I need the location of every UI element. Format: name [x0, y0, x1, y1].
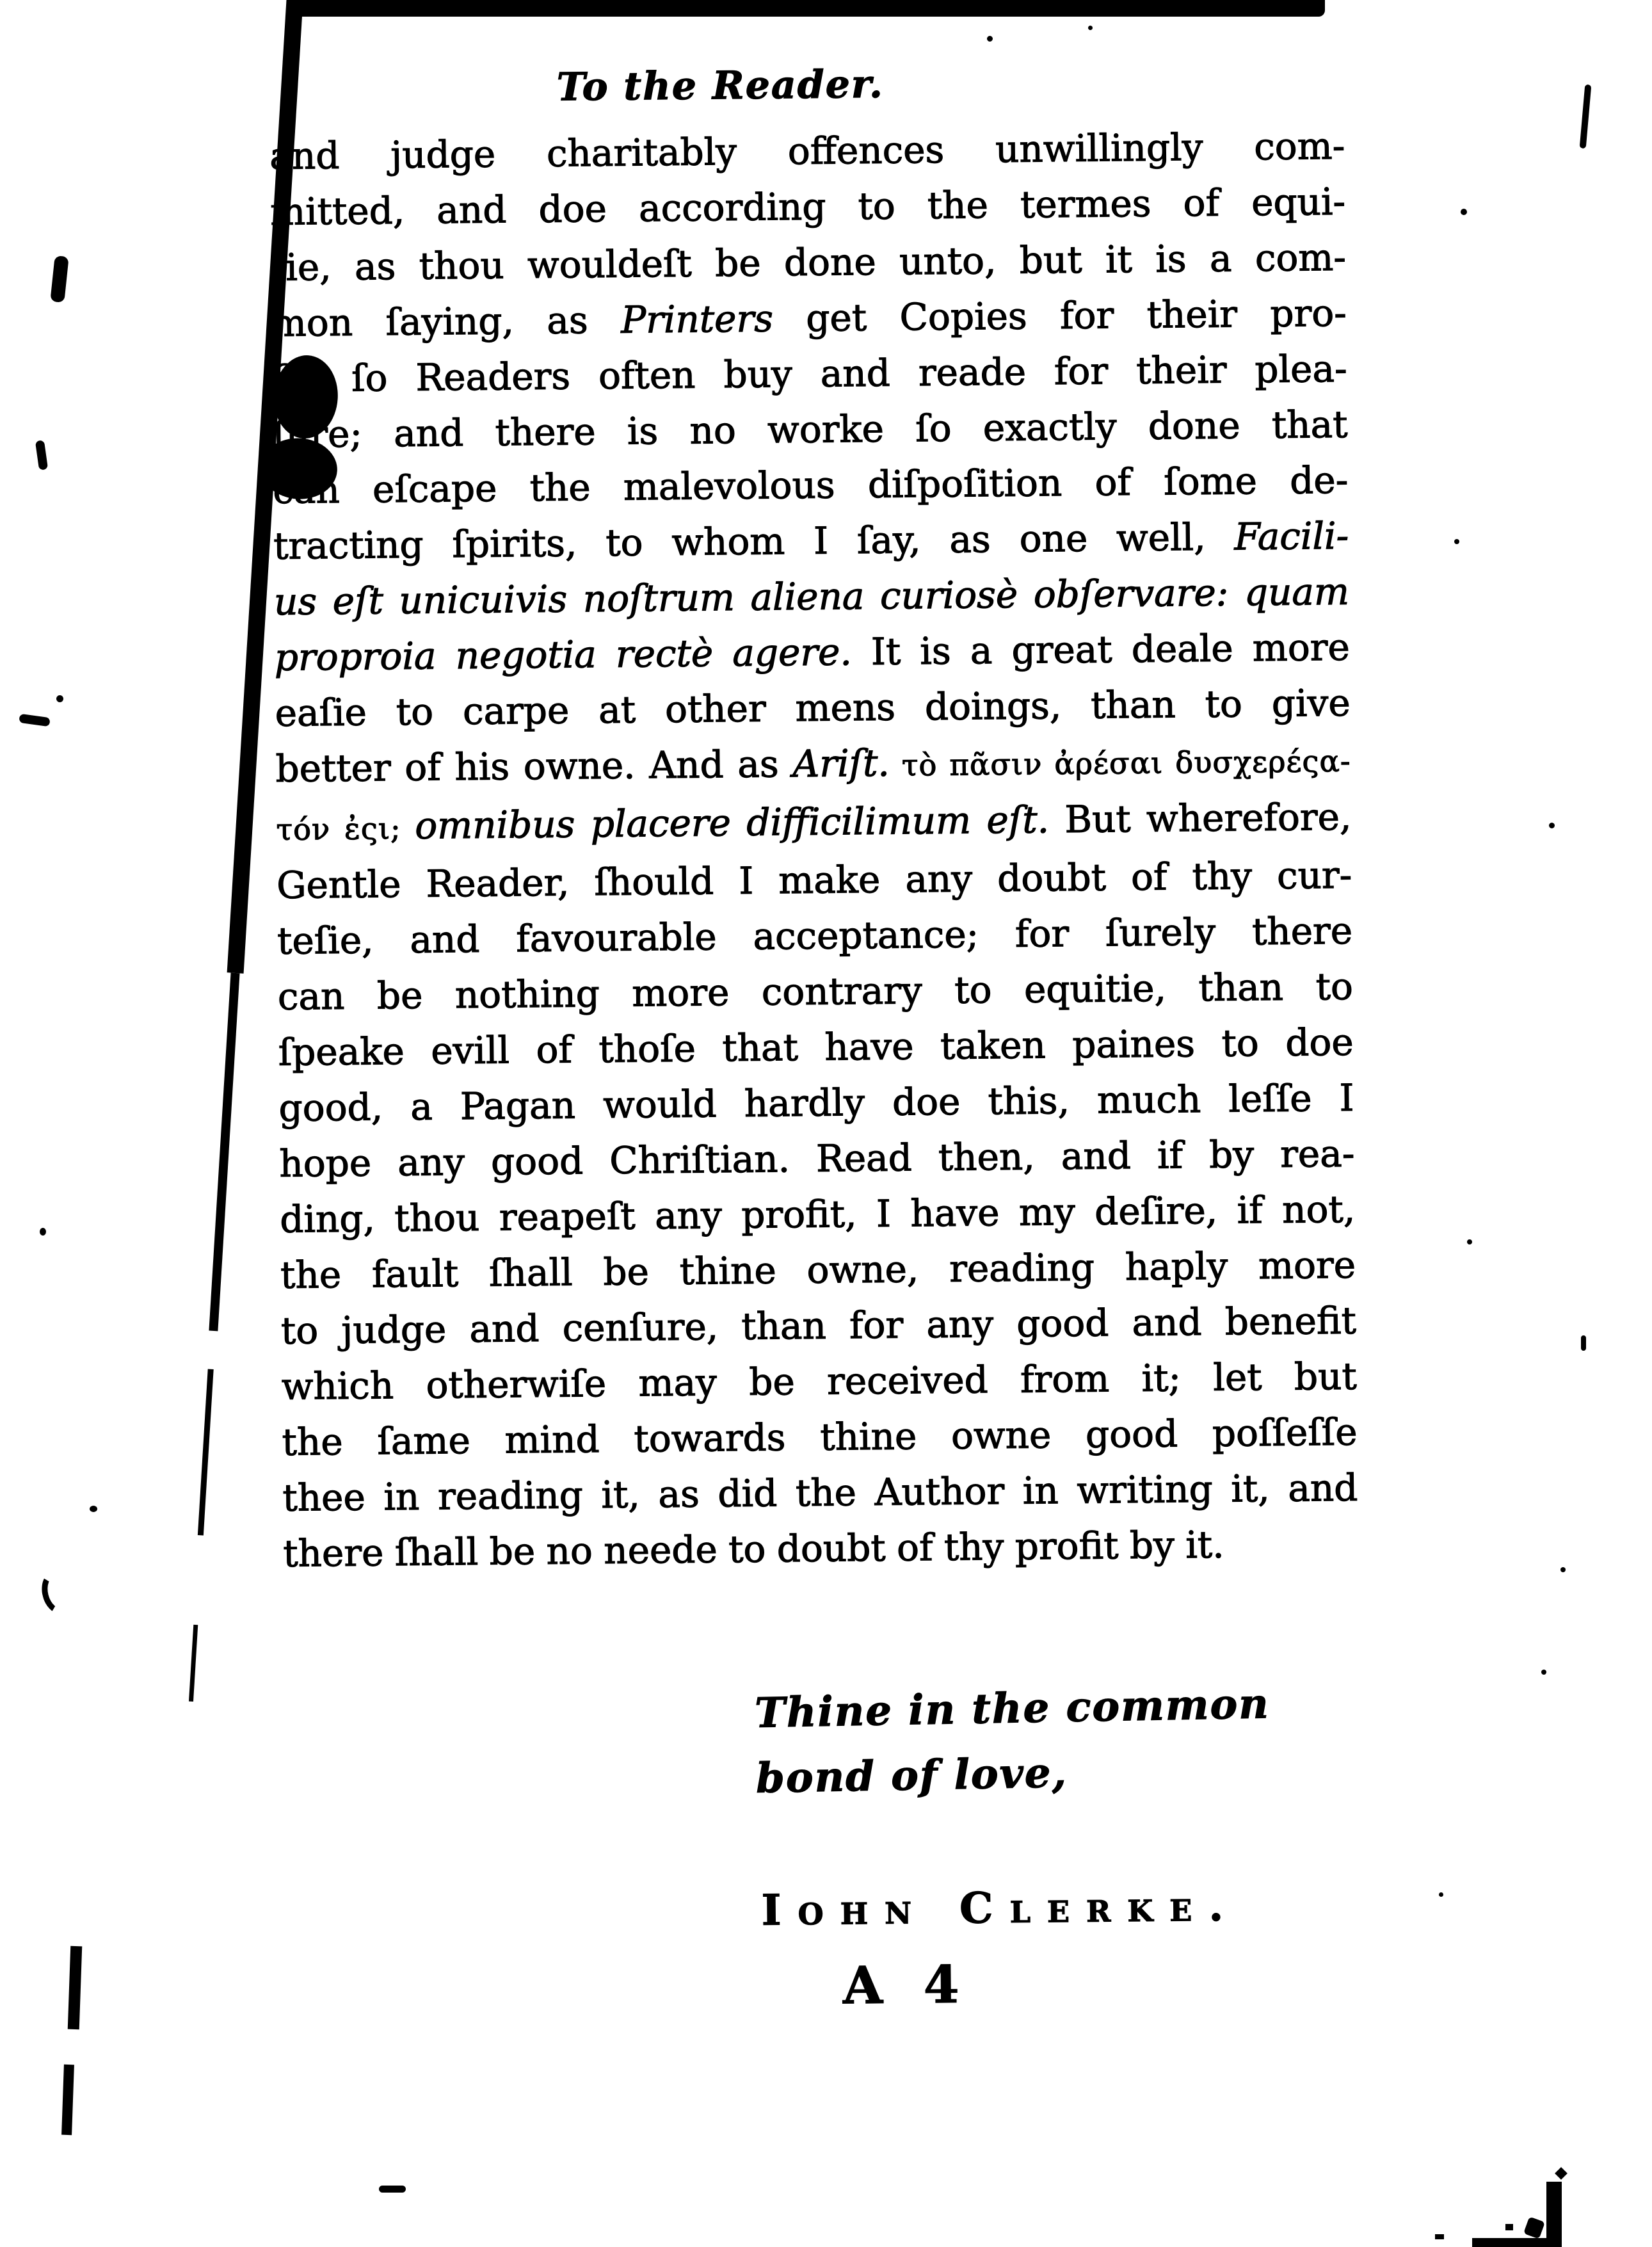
ink-speck — [1088, 26, 1093, 30]
body-line — [269, 118, 1345, 184]
valediction — [754, 1670, 1361, 1812]
body-line — [275, 675, 1351, 741]
ink-speck — [56, 695, 63, 702]
body-text-segment: Facili- — [1234, 513, 1349, 559]
body-text-segment: can eſcape the malevolous diſpoſition of ſome de- — [273, 458, 1349, 512]
body-text-segment: tie, as thou wouldeſt be done unto, but it is a com- — [270, 235, 1347, 289]
body-line — [282, 1405, 1358, 1470]
body-text-segment: hope any good Chriſtian. Read then, and if by rea- — [279, 1131, 1355, 1186]
body-text-segment: fit, ſo Readers often buy and reade for their plea- — [271, 346, 1347, 401]
valediction-line: Thine in the common — [754, 1680, 1271, 1737]
body-line — [277, 903, 1353, 969]
ink-blot — [1523, 2216, 1545, 2239]
ink-speck — [1467, 1239, 1472, 1244]
body-text-segment: thee in reading it, as did the Author in writing it, and — [282, 1465, 1358, 1520]
ink-speck — [1461, 209, 1467, 215]
ink-blot — [19, 714, 50, 727]
body-line — [271, 341, 1347, 407]
body-text-segment: and judge charitably offences unwillingly com- — [269, 124, 1345, 178]
scan-top-edge-bar — [288, 0, 1325, 17]
body-lines — [269, 118, 1359, 1582]
body-text-segment: the fault ſhall be thine owne, reading haply more — [280, 1243, 1356, 1297]
scan-top-right-hook — [1580, 85, 1592, 149]
ink-speck — [1549, 823, 1555, 828]
body-text-segment: get Copies for their pro- — [773, 291, 1347, 341]
body-text-segment: ding, thou reapeſt any profit, I have my deſire, if not, — [279, 1187, 1356, 1241]
body-line — [278, 1015, 1354, 1081]
body-text-segment: ſure; and there is no worke ſo exactly done that — [272, 402, 1348, 456]
body-line — [282, 1460, 1358, 1526]
ink-speck — [1439, 1892, 1443, 1897]
running-header: To the Reader. — [556, 61, 885, 110]
body-text-segment: there ſhall be no neede to doubt of thy profit by it. — [282, 1522, 1224, 1575]
body-text-segment: us eſt unicuivis noſtrum aliena curiosè obſervare: quam — [273, 569, 1350, 624]
scan-bottom-right-bar — [1546, 2182, 1562, 2247]
body-text-segment: teſie, and favourable acceptance; for ſurely there — [277, 908, 1353, 963]
ink-speck — [1435, 2234, 1444, 2239]
ink-speck — [1454, 539, 1459, 544]
body-text-segment: tracting ſpirits, to whom I ſay, as one well, — [273, 515, 1235, 568]
body-text-segment: It is a great deale more — [851, 625, 1351, 674]
body-line — [278, 1070, 1354, 1136]
body-line — [277, 848, 1352, 914]
body-line — [272, 397, 1348, 463]
body-line — [275, 731, 1351, 800]
body-text-segment: mon ſaying, as — [271, 298, 622, 345]
ink-speck — [90, 1506, 97, 1512]
body-text-segment: can be nothing more contrary to equitie, than to — [277, 964, 1354, 1019]
ink-dash — [61, 2065, 74, 2135]
body-text-segment: to judge and cenſure, than for any good and benefit — [280, 1298, 1357, 1353]
body-text-segment: τόν ἐςι; — [276, 810, 415, 847]
valediction-line: bond of love, — [755, 1749, 1068, 1803]
body-line — [278, 959, 1354, 1025]
body-text-segment: mitted, and doe according to the termes of equi- — [269, 179, 1346, 234]
body-text-segment: better of his owne. And as — [275, 742, 793, 791]
body-text-segment: good, a Pagan would hardly doe this, much leſſe I — [278, 1075, 1354, 1130]
body-text-segment: τὸ πᾶσιν ἀρέσαι δυσχερέςα- — [889, 743, 1351, 783]
body-text-segment: Printers — [620, 296, 774, 342]
body-line — [280, 1182, 1356, 1248]
ink-blot — [35, 440, 48, 471]
body-line — [271, 230, 1347, 296]
ink-speck — [1541, 1670, 1546, 1675]
ink-speck — [987, 36, 993, 42]
ink-speck — [1505, 2224, 1513, 2230]
ink-dash — [379, 2186, 406, 2193]
body-line — [283, 1516, 1359, 1582]
scan-bottom-smear — [1472, 2238, 1557, 2247]
body-line — [274, 620, 1350, 686]
body-line — [276, 789, 1352, 858]
page-content — [269, 57, 1363, 2022]
ink-dash — [68, 1946, 83, 2030]
body-text-segment: the ſame mind towards thine owne good poſſeſſe — [282, 1410, 1358, 1464]
ink-blot — [1555, 2167, 1568, 2180]
ink-paren-mark — [37, 1566, 80, 1618]
body-text-segment: proproia negotia rectè agere. — [274, 630, 853, 679]
body-line — [273, 508, 1349, 574]
ink-dash — [1581, 1335, 1586, 1351]
body-line — [270, 174, 1346, 240]
ink-speck — [40, 1228, 46, 1236]
body-text-segment: omnibus placere difficilimum eſt. — [414, 798, 1050, 848]
body-text-segment: which otherwiſe may be received from it; let but — [281, 1354, 1358, 1408]
body-text-segment: But wherefore, — [1048, 794, 1352, 842]
body-text-segment: Gentle Reader, ſhould I make any doubt of thy cur- — [276, 853, 1352, 907]
body-line — [274, 564, 1350, 630]
body-line — [280, 1237, 1356, 1303]
ink-speck — [1560, 1567, 1566, 1572]
signature: Iohn Clerke. — [761, 1880, 1240, 1935]
ink-blot — [50, 255, 68, 303]
body-text-segment: eaſie to carpe at other mens doings, than to give — [275, 681, 1351, 735]
body-line — [279, 1126, 1355, 1192]
body-line — [271, 286, 1347, 351]
body-line — [281, 1349, 1357, 1415]
body-text-segment: Ariſt. — [792, 741, 890, 786]
body-line — [281, 1293, 1357, 1359]
signature-mark: A 4 — [842, 1954, 971, 2016]
body-line — [273, 453, 1349, 519]
body-text-segment: ſpeake evill of thoſe that have taken paines to doe — [278, 1020, 1354, 1074]
